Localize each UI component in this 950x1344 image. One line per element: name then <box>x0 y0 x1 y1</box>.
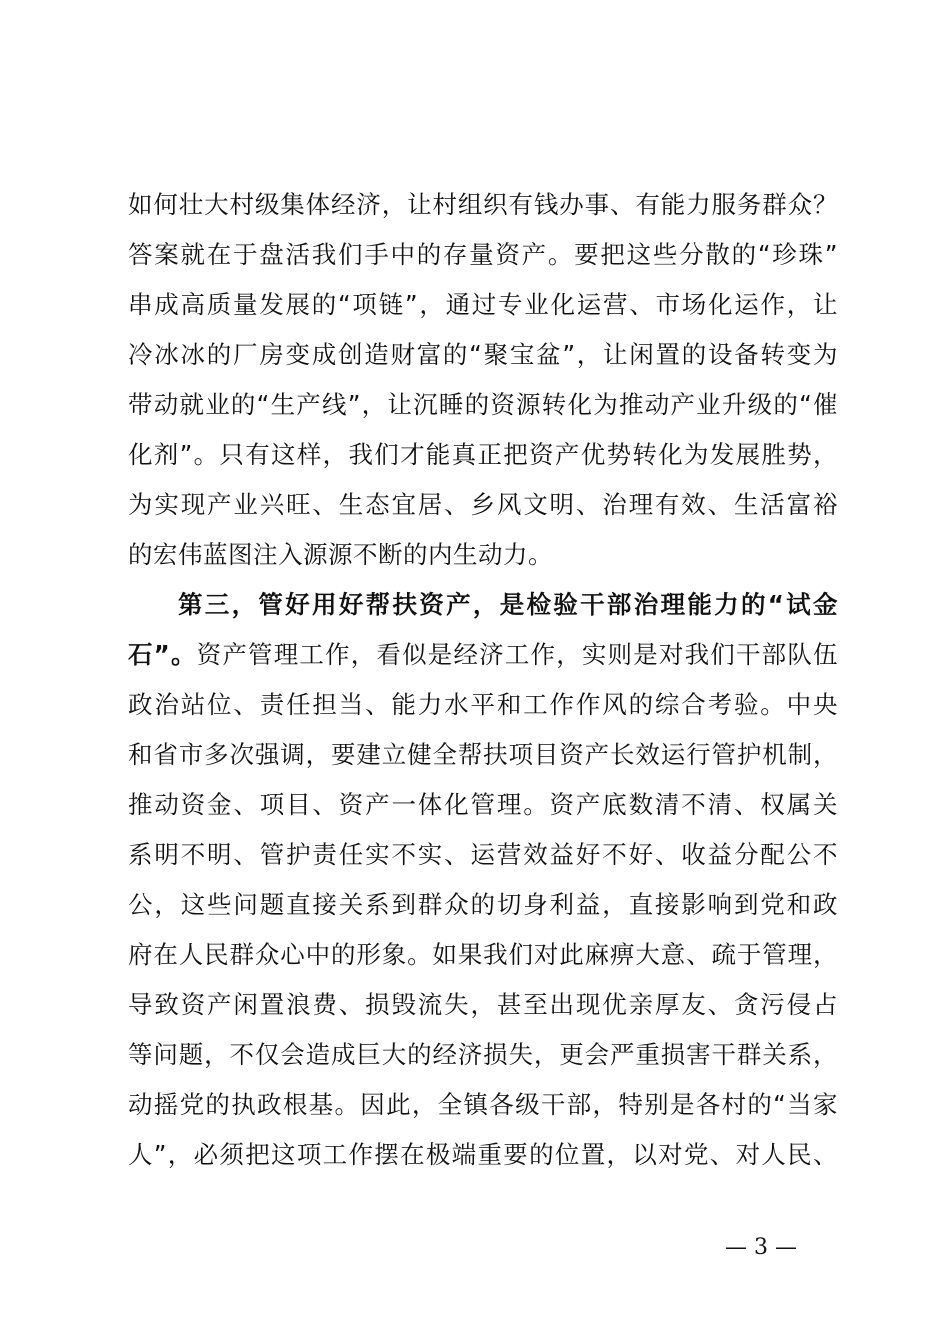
text-line: 导致资产闲置浪费、损毁流失，甚至出现优亲厚友、贪污侵占 <box>128 990 838 1019</box>
page-number: — 3 — <box>725 1235 797 1260</box>
text-span: 资产管理工作，看似是经济工作，实则是对我们干部队伍 <box>196 640 839 669</box>
text-line: 带动就业的“生产线”，让沉睡的资源转化为推动产业升级的“催 <box>128 390 838 419</box>
text-line: 人”，必须把这项工作摆在极端重要的位置，以对党、对人民、 <box>128 1140 838 1169</box>
text-line: 公，这些问题直接关系到群众的切身利益，直接影响到党和政 <box>128 890 838 919</box>
text-line: 动摇党的执政根基。因此，全镇各级干部，特别是各村的“当家 <box>128 1090 838 1119</box>
body-text <box>128 180 838 1180</box>
section-heading-end: 石”。 <box>128 640 197 669</box>
text-line: 答案就在于盘活我们手中的存量资产。要把这些分散的“珍珠” <box>128 240 838 269</box>
text-line: 串成高质量发展的“项链”，通过专业化运营、市场化运作，让 <box>128 290 838 319</box>
text-line-mixed <box>128 630 838 680</box>
section-heading: 第三，管好用好帮扶资产，是检验干部治理能力的“试金 <box>178 590 838 619</box>
text-line: 如何壮大村级集体经济，让村组织有钱办事、有能力服务群众？ <box>128 190 838 219</box>
text-line: 为实现产业兴旺、生态宜居、乡风文明、治理有效、生活富裕 <box>128 490 838 519</box>
text-line: 府在人民群众心中的形象。如果我们对此麻痹大意、疏于管理， <box>128 940 838 969</box>
text-line: 系明不明、管护责任实不实、运营效益好不好、收益分配公不 <box>128 840 838 869</box>
text-line: 和省市多次强调，要建立健全帮扶项目资产长效运行管护机制， <box>128 740 838 769</box>
text-line: 政治站位、责任担当、能力水平和工作作风的综合考验。中央 <box>128 690 838 719</box>
text-line: 的宏伟蓝图注入源源不断的内生动力。 <box>128 540 553 569</box>
text-line: 化剂”。只有这样，我们才能真正把资产优势转化为发展胜势， <box>128 440 838 469</box>
text-line: 冷冰冰的厂房变成创造财富的“聚宝盆”，让闲置的设备转变为 <box>128 340 838 369</box>
text-line: 推动资金、项目、资产一体化管理。资产底数清不清、权属关 <box>128 790 838 819</box>
text-line: 等问题，不仅会造成巨大的经济损失，更会严重损害干群关系， <box>128 1040 838 1069</box>
